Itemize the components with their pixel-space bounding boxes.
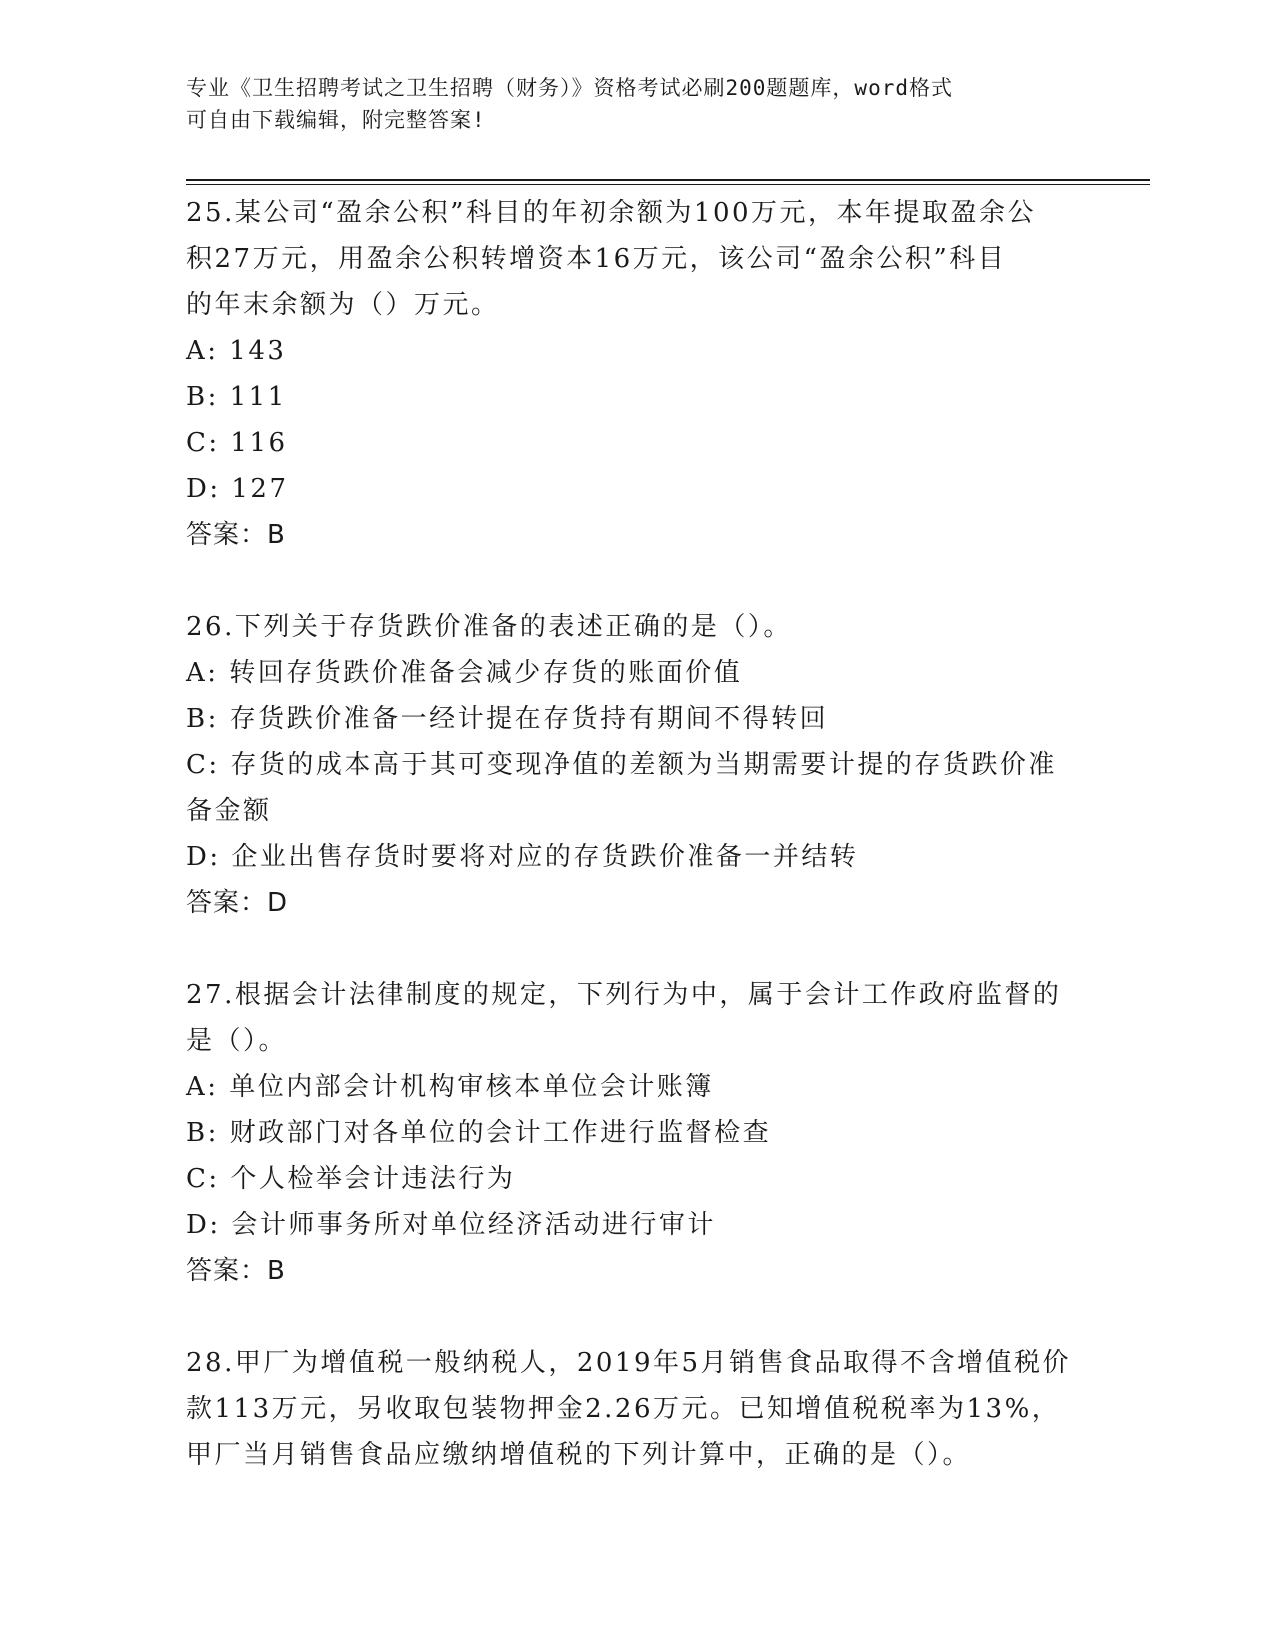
option-a: A: 143 [186, 336, 287, 366]
option-a: A: 转回存货跌价准备会减少存货的账面价值 [186, 658, 743, 688]
option-d: D: 会计师事务所对单位经济活动进行审计 [186, 1210, 716, 1240]
option-c: C: 存货的成本高于其可变现净值的差额为当期需要计提的存货跌价准 [186, 750, 1057, 780]
header-divider-thin [186, 184, 1150, 185]
question-26 [186, 604, 1086, 926]
question-stem-line: 甲厂当月销售食品应缴纳增值税的下列计算中，正确的是（）。 [186, 1440, 972, 1470]
option-c-continued: 备金额 [186, 796, 272, 826]
option-b: B: 财政部门对各单位的会计工作进行监督检查 [186, 1118, 772, 1148]
answer-line: 答案：D [186, 888, 289, 918]
question-stem-line: 的年末余额为（）万元。 [186, 290, 500, 320]
question-stem-line: 是（）。 [186, 1026, 288, 1056]
question-stem-line: 25.某公司“盈余公积”科目的年初余额为100万元，本年提取盈余公 [186, 198, 1037, 228]
option-c: C: 116 [186, 428, 288, 458]
header-divider-thick [186, 179, 1150, 181]
question-27 [186, 972, 1086, 1294]
option-a: A: 单位内部会计机构审核本单位会计账簿 [186, 1072, 714, 1102]
question-28 [186, 1340, 1086, 1478]
question-stem-line: 26.下列关于存货跌价准备的表述正确的是（）。 [186, 612, 792, 642]
answer-line: 答案：B [186, 1256, 286, 1286]
header-line-2: 可自由下载编辑，附完整答案! [186, 108, 486, 132]
option-d: D: 127 [186, 474, 289, 504]
option-b: B: 存货跌价准备一经计提在存货持有期间不得转回 [186, 704, 829, 734]
option-c: C: 个人检举会计违法行为 [186, 1164, 516, 1194]
header-line-1: 专业《卫生招聘考试之卫生招聘（财务）》资格考试必刷200题题库，word格式 [186, 76, 953, 100]
question-stem-line: 款113万元，另收取包装物押金2.26万元。已知增值税税率为13%， [186, 1394, 1061, 1424]
document-header [186, 72, 1086, 136]
option-b: B: 111 [186, 382, 287, 412]
question-stem-line: 积27万元，用盈余公积转增资本16万元，该公司“盈余公积”科目 [186, 244, 1007, 274]
question-stem-line: 28.甲厂为增值税一般纳税人，2019年5月销售食品取得不含增值税价 [186, 1348, 1072, 1378]
question-stem-line: 27.根据会计法律制度的规定，下列行为中，属于会计工作政府监督的 [186, 980, 1062, 1010]
question-25 [186, 190, 1086, 558]
option-d: D: 企业出售存货时要将对应的存货跌价准备一并结转 [186, 842, 859, 872]
question-list [186, 190, 1086, 1524]
answer-line: 答案：B [186, 520, 286, 550]
